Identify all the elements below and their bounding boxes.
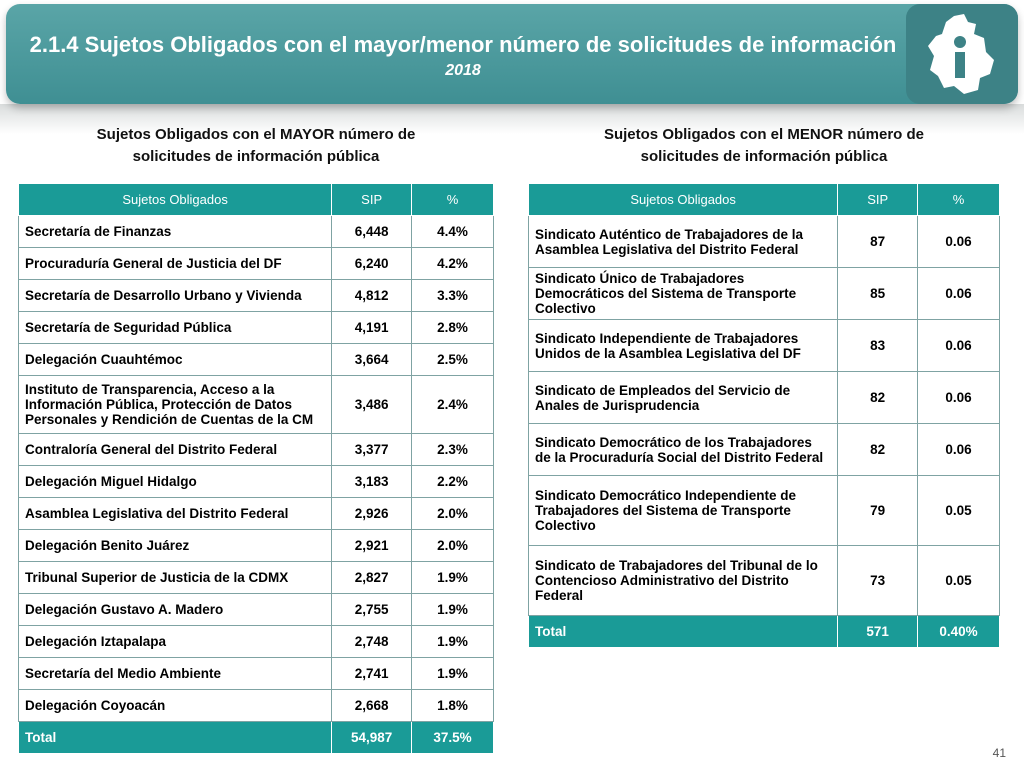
- table-row: [19, 376, 494, 434]
- subject-cell: Delegación Cuauhtémoc: [19, 344, 332, 376]
- sip-cell: 2,827: [332, 562, 412, 594]
- sip-cell: 87: [838, 216, 918, 268]
- percent-cell: 2.2%: [412, 466, 494, 498]
- subject-cell: Delegación Gustavo A. Madero: [19, 594, 332, 626]
- column-header-percent: %: [918, 184, 1000, 216]
- percent-cell: 2.4%: [412, 376, 494, 434]
- subject-cell: Instituto de Transparencia, Acceso a la Información Pública, Protección de Datos Personales y Rendición de Cuentas de la CM: [19, 376, 332, 434]
- table-row: [19, 626, 494, 658]
- sip-cell: 2,741: [332, 658, 412, 690]
- left-caption-line2: solicitudes de información pública: [132, 148, 380, 165]
- subject-cell: Secretaría del Medio Ambiente: [19, 658, 332, 690]
- subject-cell: Tribunal Superior de Justicia de la CDMX: [19, 562, 332, 594]
- sip-cell: 2,926: [332, 498, 412, 530]
- subject-cell: Procuraduría General de Justicia del DF: [19, 248, 332, 280]
- subject-cell: Secretaría de Desarrollo Urbano y Vivienda: [19, 280, 332, 312]
- subject-cell: Sindicato Único de Trabajadores Democráticos del Sistema de Transporte Colectivo: [529, 268, 838, 320]
- page-title: 2.1.4 Sujetos Obligados con el mayor/menor número de solicitudes de información: [29, 32, 897, 57]
- percent-cell: 1.9%: [412, 594, 494, 626]
- sip-cell: 2,921: [332, 530, 412, 562]
- column-header-percent: %: [412, 184, 494, 216]
- sip-cell: 3,377: [332, 434, 412, 466]
- percent-cell: 0.06: [918, 268, 1000, 320]
- cdmx-map-icon: [924, 12, 1000, 96]
- subject-cell: Sindicato Democrático de los Trabajadores de la Procuraduría Social del Distrito Federal: [529, 424, 838, 476]
- sip-cell: 73: [838, 546, 918, 616]
- table-row: [19, 690, 494, 722]
- left-caption: [18, 124, 494, 168]
- table-header-row: [529, 184, 1000, 216]
- table-row: [19, 280, 494, 312]
- page-subtitle-year: 2018: [445, 62, 481, 79]
- sip-cell: 85: [838, 268, 918, 320]
- percent-cell: 1.9%: [412, 658, 494, 690]
- subject-cell: Sindicato de Trabajadores del Tribunal de lo Contencioso Administrativo del Distrito Federal: [529, 546, 838, 616]
- total-sip-cell: 571: [838, 616, 918, 648]
- page-number: 41: [992, 746, 1006, 760]
- table-row: [19, 658, 494, 690]
- column-header-sip: SIP: [838, 184, 918, 216]
- subject-cell: Delegación Benito Juárez: [19, 530, 332, 562]
- subject-cell: Asamblea Legislativa del Distrito Federal: [19, 498, 332, 530]
- percent-cell: 0.05: [918, 476, 1000, 546]
- percent-cell: 1.9%: [412, 626, 494, 658]
- sip-cell: 3,183: [332, 466, 412, 498]
- column-header-sip: SIP: [332, 184, 412, 216]
- institution-logo: [906, 4, 1018, 104]
- percent-cell: 2.3%: [412, 434, 494, 466]
- left-caption-line1: Sujetos Obligados con el MAYOR número de: [96, 126, 416, 143]
- percent-cell: 4.4%: [412, 216, 494, 248]
- table-row: [19, 312, 494, 344]
- percent-cell: 2.5%: [412, 344, 494, 376]
- sip-cell: 79: [838, 476, 918, 546]
- subject-cell: Delegación Coyoacán: [19, 690, 332, 722]
- sip-cell: 6,448: [332, 216, 412, 248]
- percent-cell: 2.0%: [412, 530, 494, 562]
- sip-cell: 82: [838, 372, 918, 424]
- table-row: [529, 546, 1000, 616]
- table-row: [529, 424, 1000, 476]
- table-row: [19, 530, 494, 562]
- sip-cell: 83: [838, 320, 918, 372]
- percent-cell: 1.8%: [412, 690, 494, 722]
- sip-cell: 2,668: [332, 690, 412, 722]
- table-header-row: [19, 184, 494, 216]
- percent-cell: 0.06: [918, 372, 1000, 424]
- sip-cell: 82: [838, 424, 918, 476]
- subject-cell: Sindicato Auténtico de Trabajadores de la Asamblea Legislativa del Distrito Federal: [529, 216, 838, 268]
- subject-cell: Sindicato de Empleados del Servicio de Anales de Jurisprudencia: [529, 372, 838, 424]
- percent-cell: 0.06: [918, 320, 1000, 372]
- total-label-cell: Total: [19, 722, 332, 754]
- table-row: [529, 320, 1000, 372]
- column-header-subject: Sujetos Obligados: [19, 184, 332, 216]
- sip-cell: 3,664: [332, 344, 412, 376]
- table-row: [19, 434, 494, 466]
- right-caption-line1: Sujetos Obligados con el MENOR número de: [603, 126, 925, 143]
- right-caption-line2: solicitudes de información pública: [640, 148, 888, 165]
- percent-cell: 4.2%: [412, 248, 494, 280]
- table-row: [19, 466, 494, 498]
- table-row: [19, 344, 494, 376]
- percent-cell: 0.06: [918, 424, 1000, 476]
- percent-cell: 3.3%: [412, 280, 494, 312]
- percent-cell: 2.0%: [412, 498, 494, 530]
- subject-cell: Sindicato Independiente de Trabajadores Unidos de la Asamblea Legislativa del DF: [529, 320, 838, 372]
- table-row: [529, 268, 1000, 320]
- subject-cell: Sindicato Democrático Independiente de Trabajadores del Sistema de Transporte Colectivo: [529, 476, 838, 546]
- total-row: [529, 616, 1000, 648]
- table-row: [529, 476, 1000, 546]
- table-row: [529, 372, 1000, 424]
- sip-cell: 2,748: [332, 626, 412, 658]
- percent-cell: 2.8%: [412, 312, 494, 344]
- total-percent-cell: 37.5%: [412, 722, 494, 754]
- table-row: [19, 216, 494, 248]
- table-row: [19, 594, 494, 626]
- sip-cell: 3,486: [332, 376, 412, 434]
- most-requests-table: [18, 183, 494, 754]
- percent-cell: 0.05: [918, 546, 1000, 616]
- subject-cell: Delegación Miguel Hidalgo: [19, 466, 332, 498]
- subject-cell: Secretaría de Finanzas: [19, 216, 332, 248]
- percent-cell: 0.06: [918, 216, 1000, 268]
- total-percent-cell: 0.40%: [918, 616, 1000, 648]
- table-row: [19, 562, 494, 594]
- total-label-cell: Total: [529, 616, 838, 648]
- total-sip-cell: 54,987: [332, 722, 412, 754]
- table-row: [529, 216, 1000, 268]
- table-row: [19, 498, 494, 530]
- sip-cell: 4,191: [332, 312, 412, 344]
- right-caption: [528, 124, 1000, 168]
- total-row: [19, 722, 494, 754]
- sip-cell: 4,812: [332, 280, 412, 312]
- subject-cell: Delegación Iztapalapa: [19, 626, 332, 658]
- percent-cell: 1.9%: [412, 562, 494, 594]
- column-header-subject: Sujetos Obligados: [529, 184, 838, 216]
- fewest-requests-table: [528, 183, 1000, 648]
- subject-cell: Contraloría General del Distrito Federal: [19, 434, 332, 466]
- sip-cell: 2,755: [332, 594, 412, 626]
- table-row: [19, 248, 494, 280]
- subject-cell: Secretaría de Seguridad Pública: [19, 312, 332, 344]
- sip-cell: 6,240: [332, 248, 412, 280]
